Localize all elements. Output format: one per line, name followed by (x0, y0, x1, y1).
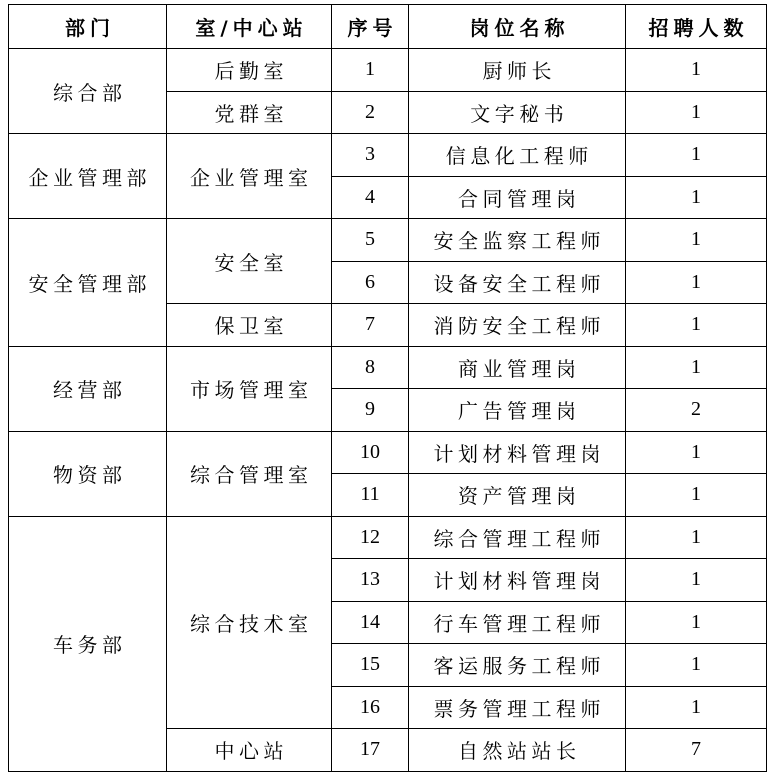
headcount-cell: 1 (626, 219, 767, 262)
header-position: 岗位名称 (409, 5, 626, 49)
department-cell: 企业管理部 (9, 134, 167, 219)
table-row (9, 346, 767, 389)
headcount-cell: 7 (626, 729, 767, 772)
table-row (9, 134, 767, 177)
position-cell: 票务管理工程师 (409, 686, 626, 729)
department-cell: 安全管理部 (9, 219, 167, 347)
position-cell: 安全监察工程师 (409, 219, 626, 262)
headcount-cell: 1 (626, 176, 767, 219)
office-cell: 中心站 (167, 729, 332, 772)
position-cell: 消防安全工程师 (409, 304, 626, 347)
office-cell: 综合技术室 (167, 516, 332, 729)
headcount-cell: 1 (626, 516, 767, 559)
headcount-cell: 1 (626, 601, 767, 644)
headcount-cell: 1 (626, 559, 767, 602)
office-cell: 党群室 (167, 91, 332, 134)
position-cell: 厨师长 (409, 49, 626, 92)
number-cell: 7 (332, 304, 409, 347)
number-cell: 11 (332, 474, 409, 517)
table-row (9, 219, 767, 262)
number-cell: 13 (332, 559, 409, 602)
number-cell: 8 (332, 346, 409, 389)
position-cell: 综合管理工程师 (409, 516, 626, 559)
headcount-cell: 1 (626, 91, 767, 134)
header-department: 部门 (9, 5, 167, 49)
header-headcount: 招聘人数 (626, 5, 767, 49)
headcount-cell: 1 (626, 644, 767, 687)
headcount-cell: 1 (626, 346, 767, 389)
headcount-cell: 2 (626, 389, 767, 432)
headcount-cell: 1 (626, 134, 767, 177)
position-cell: 行车管理工程师 (409, 601, 626, 644)
header-number: 序号 (332, 5, 409, 49)
table-row (9, 431, 767, 474)
department-cell: 物资部 (9, 431, 167, 516)
number-cell: 3 (332, 134, 409, 177)
position-cell: 自然站站长 (409, 729, 626, 772)
number-cell: 1 (332, 49, 409, 92)
number-cell: 17 (332, 729, 409, 772)
department-cell: 车务部 (9, 516, 167, 771)
number-cell: 10 (332, 431, 409, 474)
number-cell: 9 (332, 389, 409, 432)
number-cell: 15 (332, 644, 409, 687)
position-cell: 商业管理岗 (409, 346, 626, 389)
header-office: 室/中心站 (167, 5, 332, 49)
headcount-cell: 1 (626, 261, 767, 304)
position-cell: 资产管理岗 (409, 474, 626, 517)
headcount-cell: 1 (626, 686, 767, 729)
table-row (9, 49, 767, 92)
department-cell: 经营部 (9, 346, 167, 431)
number-cell: 16 (332, 686, 409, 729)
headcount-cell: 1 (626, 49, 767, 92)
headcount-cell: 1 (626, 474, 767, 517)
header-row (9, 5, 767, 49)
number-cell: 14 (332, 601, 409, 644)
headcount-cell: 1 (626, 431, 767, 474)
office-cell: 市场管理室 (167, 346, 332, 431)
table-row (9, 516, 767, 559)
number-cell: 2 (332, 91, 409, 134)
position-cell: 信息化工程师 (409, 134, 626, 177)
position-cell: 广告管理岗 (409, 389, 626, 432)
department-cell: 综合部 (9, 49, 167, 134)
number-cell: 5 (332, 219, 409, 262)
recruitment-table (8, 4, 767, 772)
headcount-cell: 1 (626, 304, 767, 347)
office-cell: 后勤室 (167, 49, 332, 92)
position-cell: 设备安全工程师 (409, 261, 626, 304)
position-cell: 计划材料管理岗 (409, 431, 626, 474)
number-cell: 6 (332, 261, 409, 304)
office-cell: 综合管理室 (167, 431, 332, 516)
office-cell: 安全室 (167, 219, 332, 304)
position-cell: 文字秘书 (409, 91, 626, 134)
number-cell: 4 (332, 176, 409, 219)
position-cell: 计划材料管理岗 (409, 559, 626, 602)
office-cell: 企业管理室 (167, 134, 332, 219)
position-cell: 合同管理岗 (409, 176, 626, 219)
office-cell: 保卫室 (167, 304, 332, 347)
position-cell: 客运服务工程师 (409, 644, 626, 687)
number-cell: 12 (332, 516, 409, 559)
